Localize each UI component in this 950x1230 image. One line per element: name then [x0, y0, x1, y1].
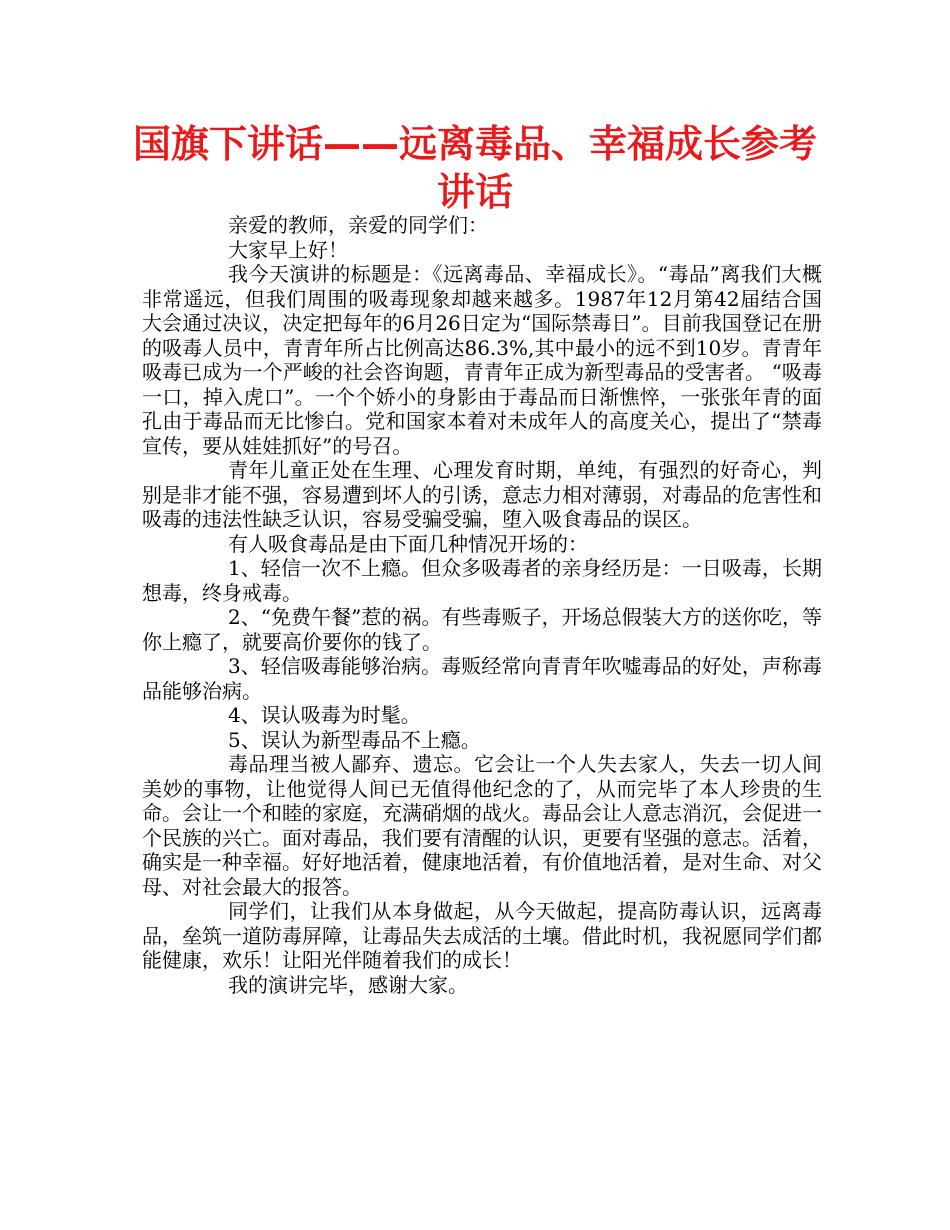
document-body: [142, 213, 822, 997]
causes-intro-paragraph: 有人吸食毒品是由下面几种情况开场的：: [228, 531, 588, 556]
call-to-action-paragraph: 同学们，让我们从本身做起，从今天做起，提高防毒认识，远离毒品，垒筑一道防毒屏障，让毒品失去成活的土壤。借此时机，我祝愿同学们都能健康，欢乐！让阳光伴随着我们的成长！: [142, 899, 822, 972]
morning-greeting-paragraph: 大家早上好！: [228, 237, 348, 262]
greeting-paragraph: 亲爱的教师，亲爱的同学们：: [228, 213, 488, 237]
closing-paragraph: 我的演讲完毕，感谢大家。: [228, 972, 468, 997]
document-title: 国旗下讲话——远离毒品、幸福成长参考讲话: [132, 122, 817, 214]
cause-item-3: 3、轻信吸毒能够治病。毒贩经常向青青年吹嘘毒品的好处，声称毒品能够治病。: [142, 654, 822, 703]
cause-item-2: 2、“免费午餐”惹的祸。有些毒贩子，开场总假装大方的送你吃，等你上瘾了，就要高价要你的钱了。: [142, 605, 822, 654]
cause-item-5: 5、误认为新型毒品不上瘾。: [228, 727, 481, 752]
cause-item-1: 1、轻信一次不上瘾。但众多吸毒者的亲身经历是：一日吸毒，长期想毒，终身戒毒。: [142, 556, 822, 605]
cause-item-4: 4、误认吸毒为时髦。: [228, 703, 421, 727]
youth-paragraph: 青年儿童正处在生理、心理发育时期，单纯，有强烈的好奇心，判别是非才能不强，容易遭到坏人的引诱，意志力相对薄弱，对毒品的危害性和吸毒的违法性缺乏认识，容易受骗受骗，堕入吸食毒品的误区。: [142, 458, 822, 531]
harm-paragraph: 毒品理当被人鄙弃、遗忘。它会让一个人失去家人，失去一切人间美妙的事物，让他觉得人间已无值得他纪念的了，从而完毕了本人珍贵的生命。会让一个和睦的家庭，充满硝烟的战火。毒品会让人意志消沉，会促进一个民族的兴亡。面对毒品，我们要有清醒的认识，更要有坚强的意志。活着，确实是一种幸福。好好地活着，健康地活着，有价值地活着，是对生命、对父母、对社会最大的报答。: [142, 752, 822, 899]
intro-paragraph: 我今天演讲的标题是：《远离毒品、幸福成长》。“毒品”离我们大概非常遥远，但我们周围的吸毒现象却越来越多。1987年12月第42届结合国大会通过决议，决定把每年的6月26日定为“国际禁毒日”。目前我国登记在册的吸毒人员中，青青年所占比例高达86.3%,其中最小的远不到10岁。青青年吸毒已成为一个严峻的社会咨询题，青青年正成为新型毒品的受害者。 “吸毒一口，掉入虎口”。一个个娇小的身影由于毒品而日渐憔悴，一张张年青的面孔由于毒品而无比惨白。党和国家本着对未成年人的高度关心，提出了“禁毒宣传，要从娃娃抓好”的号召。: [142, 262, 822, 458]
